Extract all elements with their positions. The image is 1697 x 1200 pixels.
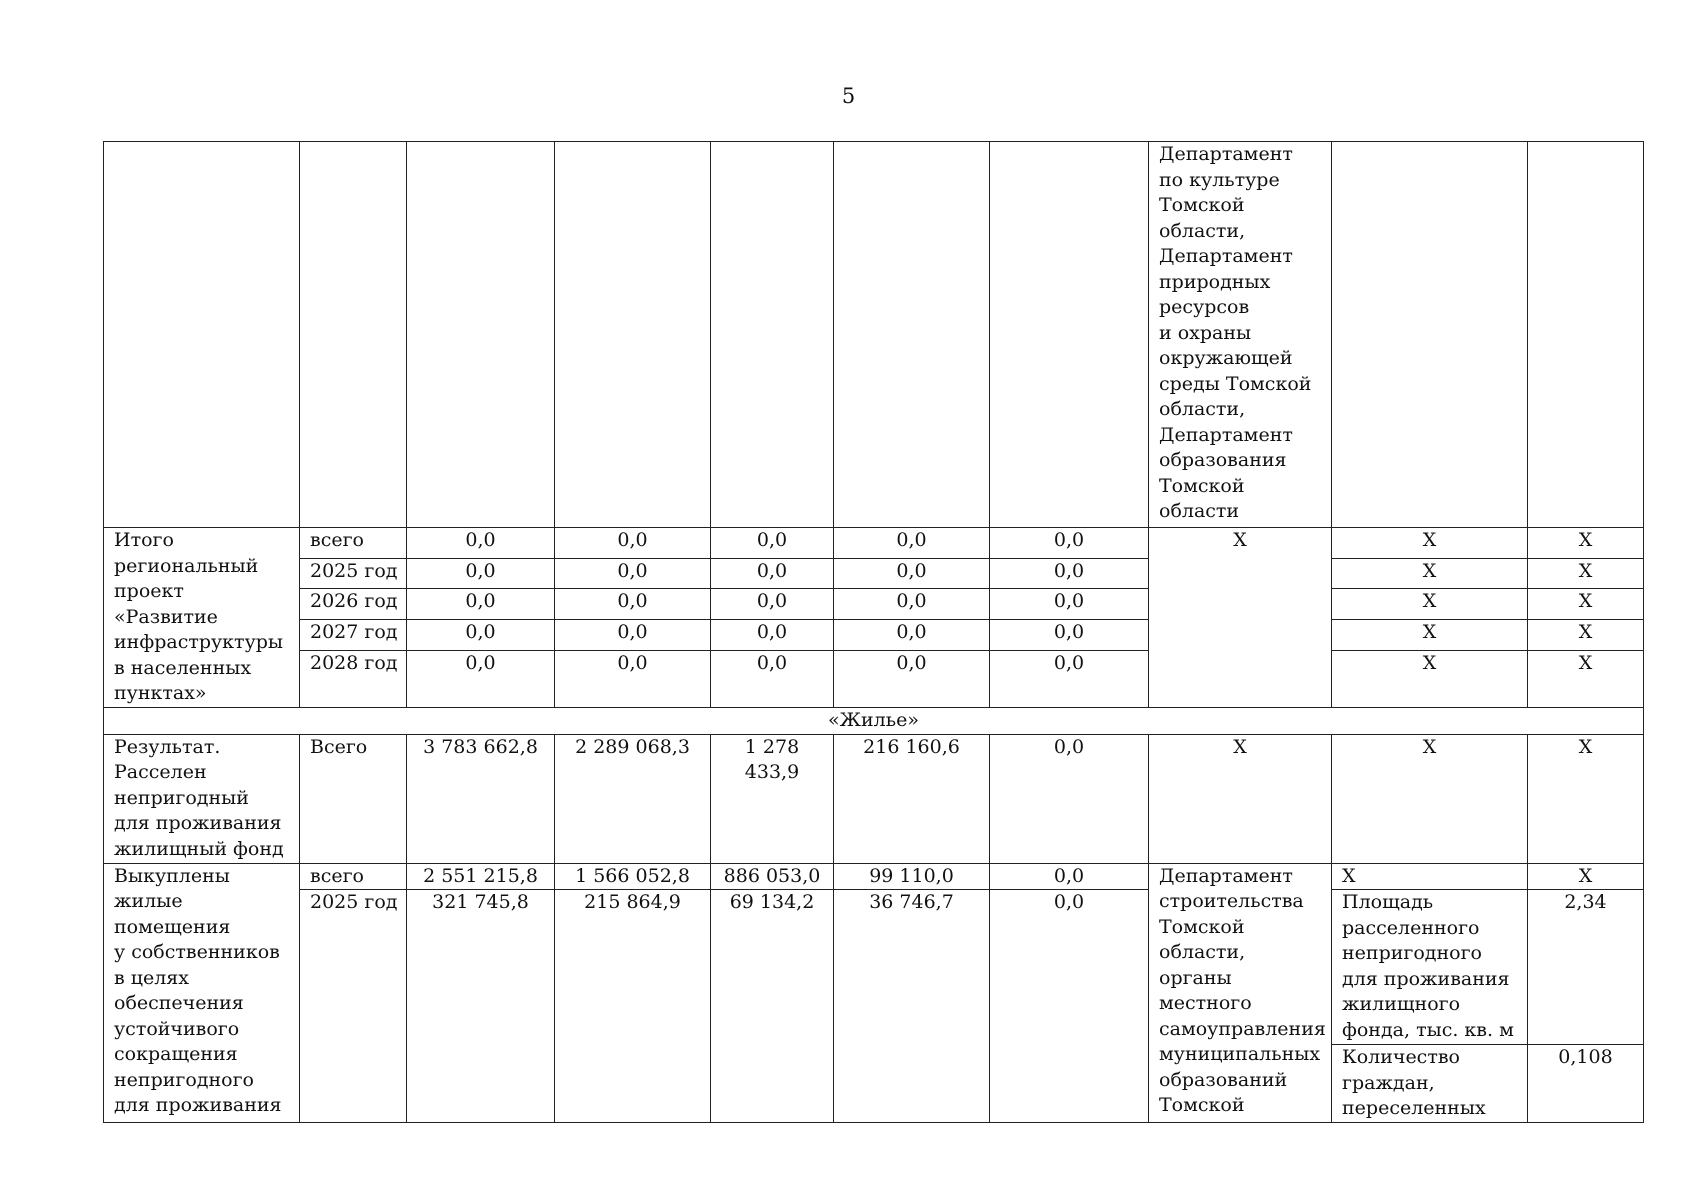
value-cell: 0,0 (407, 620, 555, 651)
indicator-value-cell: Х (1528, 620, 1644, 651)
buyout-executor: Департамент строительства Томской области, органы местного самоуправления муниципальных образований Томской (1149, 863, 1332, 1123)
indicator-value-cell: Х (1528, 650, 1644, 707)
year-cell: Всего (300, 734, 407, 863)
executors-cell: Департамент по культуре Томской области, Департамент природных ресурсов и охраны окружающей среды Томской области, Департамент образования Томской области (1149, 142, 1332, 528)
indicator-cell: Х (1332, 734, 1528, 863)
year-cell: 2028 год (300, 650, 407, 707)
value-cell: 0,0 (990, 620, 1149, 651)
continuation-label-cell (104, 142, 300, 528)
year-cell: 2027 год (300, 620, 407, 651)
total-row (104, 528, 1644, 559)
value-cell: 0,0 (407, 528, 555, 559)
year-cell: всего (300, 863, 407, 890)
total-executor: Х (1149, 528, 1332, 708)
value-cell: 321 745,8 (407, 890, 555, 1123)
indicator-value-cell: Х (1528, 589, 1644, 620)
value-cell: 99 110,0 (834, 863, 990, 890)
value-cell: 0,0 (711, 528, 834, 559)
value-cell: 0,0 (711, 620, 834, 651)
year-cell: 2026 год (300, 589, 407, 620)
indicator-value-cell: Х (1528, 734, 1644, 863)
result-label: Результат. Расселен непригодный для проживания жилищный фонд (104, 734, 300, 863)
indicator-cell: Х (1332, 650, 1528, 707)
year-cell: 2025 год (300, 890, 407, 1123)
total-row (104, 558, 1644, 589)
value-cell: 0,0 (834, 558, 990, 589)
indicator-name: Площадь расселенного непригодного для проживания жилищного фонда, тыс. кв. м (1332, 890, 1528, 1045)
indicator-value-cell: Х (1528, 558, 1644, 589)
program-table (103, 141, 1644, 1123)
indicator-cell: Х (1332, 620, 1528, 651)
value-cell: 0,0 (834, 620, 990, 651)
section-row (104, 707, 1644, 734)
value-cell: 0,0 (990, 528, 1149, 559)
continuation-value-cell (407, 142, 555, 528)
total-row (104, 589, 1644, 620)
value-cell: 2 289 068,3 (555, 734, 711, 863)
value-cell: 0,0 (711, 589, 834, 620)
page-number: 5 (841, 84, 856, 108)
value-cell: 0,0 (990, 589, 1149, 620)
value-cell: 36 746,7 (834, 890, 990, 1123)
value-cell: 0,0 (990, 863, 1149, 890)
continuation-indicator-cell (1332, 142, 1528, 528)
total-label: Итого региональный проект «Развитие инфраструктуры в населенных пунктах» (104, 528, 300, 708)
value-cell: 1 278 433,9 (711, 734, 834, 863)
indicator-cell: Х (1332, 589, 1528, 620)
value-cell: 0,0 (407, 558, 555, 589)
value-cell: 3 783 662,8 (407, 734, 555, 863)
indicator-value-cell: Х (1528, 528, 1644, 559)
value-cell: 0,0 (407, 650, 555, 707)
value-cell: 0,0 (711, 558, 834, 589)
indicator-cell: Х (1332, 558, 1528, 589)
indicator-value-cell: Х (1528, 863, 1644, 890)
continuation-value-cell (555, 142, 711, 528)
indicator-name: Количество граждан, переселенных (1332, 1045, 1528, 1123)
value-cell: 1 566 052,8 (555, 863, 711, 890)
indicator-value: 2,34 (1528, 890, 1644, 1045)
value-cell: 0,0 (407, 589, 555, 620)
indicator-cell: Х (1332, 863, 1528, 890)
value-cell: 0,0 (990, 650, 1149, 707)
continuation-year-cell (300, 142, 407, 528)
value-cell: 886 053,0 (711, 863, 834, 890)
continuation-indicator-value-cell (1528, 142, 1644, 528)
buyout-total-row (104, 863, 1644, 890)
value-cell: 69 134,2 (711, 890, 834, 1123)
continuation-value-cell (834, 142, 990, 528)
value-cell: 0,0 (555, 620, 711, 651)
value-cell: 0,0 (834, 589, 990, 620)
year-cell: 2025 год (300, 558, 407, 589)
continuation-row (104, 142, 1644, 528)
value-cell: 0,0 (711, 650, 834, 707)
value-cell: 216 160,6 (834, 734, 990, 863)
value-cell: 0,0 (555, 589, 711, 620)
value-cell: 2 551 215,8 (407, 863, 555, 890)
value-cell: 0,0 (990, 558, 1149, 589)
value-cell: 0,0 (555, 650, 711, 707)
value-cell: 0,0 (834, 528, 990, 559)
section-title: «Жилье» (104, 707, 1644, 734)
value-cell: 215 864,9 (555, 890, 711, 1123)
result-executor: Х (1149, 734, 1332, 863)
indicator-cell: Х (1332, 528, 1528, 559)
continuation-value-cell (711, 142, 834, 528)
indicator-value: 0,108 (1528, 1045, 1644, 1123)
buyout-2025-row (104, 890, 1644, 1045)
buyout-label: Выкуплены жилые помещения у собственников в целях обеспечения устойчивого сокращения непригодного для проживания (104, 863, 300, 1123)
value-cell: 0,0 (990, 734, 1149, 863)
result-row (104, 734, 1644, 863)
total-row (104, 650, 1644, 707)
year-cell: всего (300, 528, 407, 559)
value-cell: 0,0 (555, 528, 711, 559)
value-cell: 0,0 (834, 650, 990, 707)
total-row (104, 620, 1644, 651)
continuation-value-cell (990, 142, 1149, 528)
value-cell: 0,0 (990, 890, 1149, 1123)
value-cell: 0,0 (555, 558, 711, 589)
